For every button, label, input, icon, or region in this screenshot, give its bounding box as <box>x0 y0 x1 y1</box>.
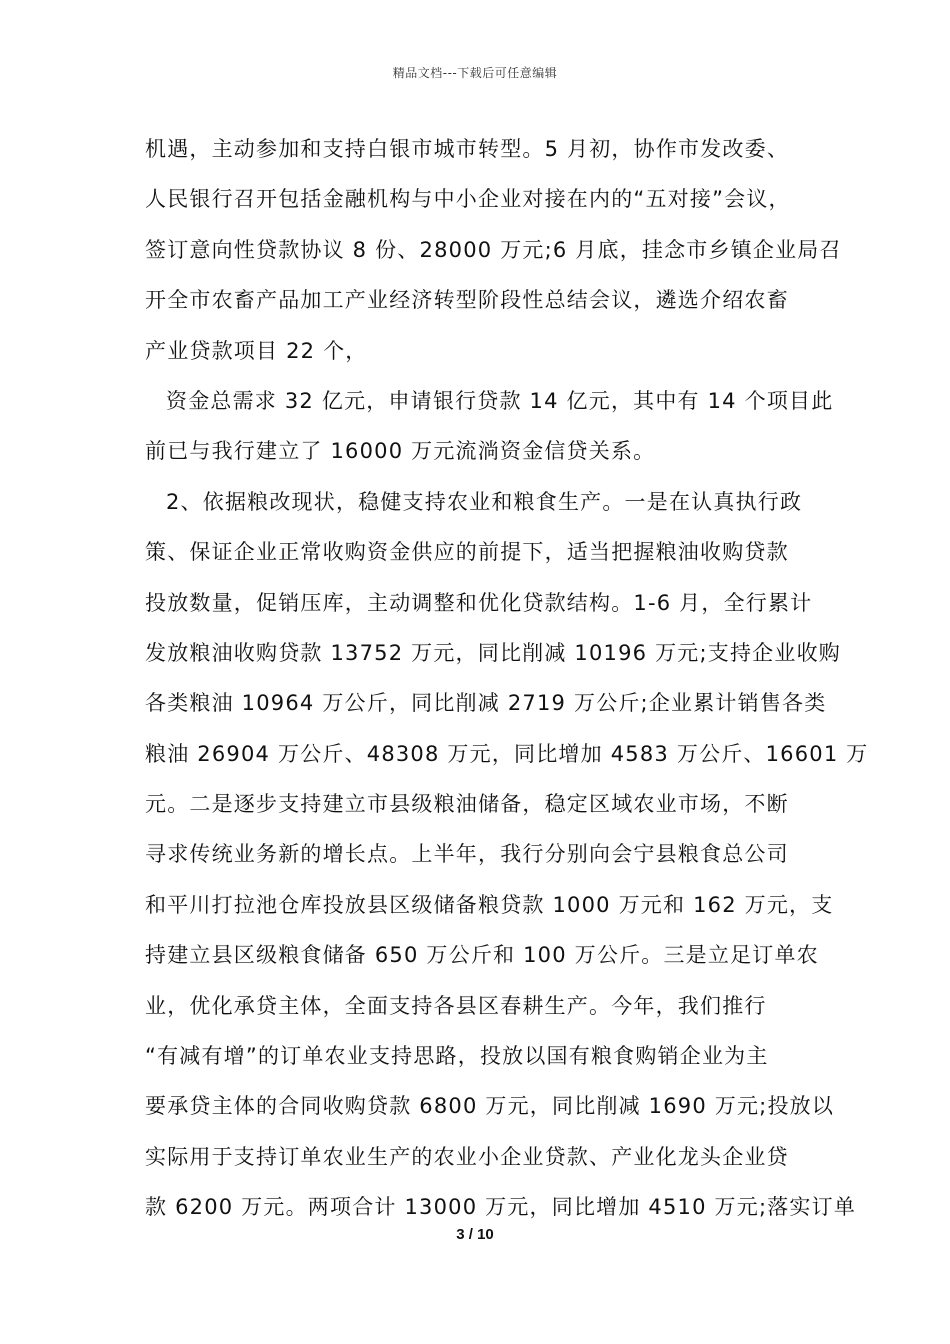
document-body <box>145 124 869 1233</box>
text-line: 签订意向性贷款协议 8 份、28000 万元;6 月底，挂念市乡镇企业局召 <box>145 237 842 262</box>
text-line: 2、依据粮改现状，稳健支持农业和粮食生产。一是在认真执行政 <box>166 489 803 514</box>
text-line: 投放数量，促销压库，主动调整和优化贷款结构。1-6 月，全行累计 <box>145 590 813 615</box>
text-line: 策、保证企业正常收购资金供应的前提下，适当把握粮油收购贷款 <box>145 540 789 565</box>
text-line: 开全市农畜产品加工产业经济转型阶段性总结会议，遴选介绍农畜 <box>145 288 789 313</box>
text-line: 各类粮油 10964 万公斤，同比削减 2719 万公斤;企业累计销售各类 <box>145 691 827 716</box>
paragraph-1 <box>145 124 842 376</box>
text-line: “有减有增”的订单农业支持思路，投放以国有粮食购销企业为主 <box>145 1044 769 1069</box>
paragraph-3 <box>145 477 869 1233</box>
text-line: 元。二是逐步支持建立市县级粮油储备，稳定区域农业市场，不断 <box>145 792 789 817</box>
text-line: 机遇，主动参加和支持白银市城市转型。5 月初，协作市发改委、 <box>145 137 790 161</box>
text-line: 要承贷主体的合同收购贷款 6800 万元，同比削减 1690 万元;投放以 <box>145 1094 835 1119</box>
text-line: 发放粮油收购贷款 13752 万元，同比削减 10196 万元;支持企业收购 <box>145 640 841 665</box>
text-line: 款 6200 万元。两项合计 13000 万元，同比增加 4510 万元;落实订单 <box>145 1195 857 1220</box>
page-header: 精品文档---下载后可任意编辑 <box>392 66 558 80</box>
text-line: 前已与我行建立了 16000 万元流淌资金信贷关系。 <box>145 439 656 464</box>
text-line: 实际用于支持订单农业生产的农业小企业贷款、产业化龙头企业贷 <box>145 1144 789 1169</box>
text-line: 业，优化承贷主体，全面支持各县区春耕生产。今年，我们推行 <box>145 993 767 1018</box>
paragraph-2 <box>145 376 834 477</box>
text-line: 粮油 26904 万公斤、48308 万元，同比增加 4583 万公斤、16601 万 <box>145 741 869 766</box>
page-number: 3 / 10 <box>456 1226 494 1243</box>
text-line: 持建立县区级粮食储备 650 万公斤和 100 万公斤。三是立足订单农 <box>145 943 819 968</box>
text-line: 和平川打拉池仓库投放县区级储备粮贷款 1000 万元和 162 万元，支 <box>145 892 834 917</box>
text-line: 产业贷款项目 22 个， <box>145 338 368 363</box>
text-line: 资金总需求 32 亿元，申请银行贷款 14 亿元，其中有 14 个项目此 <box>166 388 834 413</box>
text-line: 人民银行召开包括金融机构与中小企业对接在内的“五对接”会议， <box>145 187 791 212</box>
text-line: 寻求传统业务新的增长点。上半年，我行分别向会宁县粮食总公司 <box>145 842 789 867</box>
